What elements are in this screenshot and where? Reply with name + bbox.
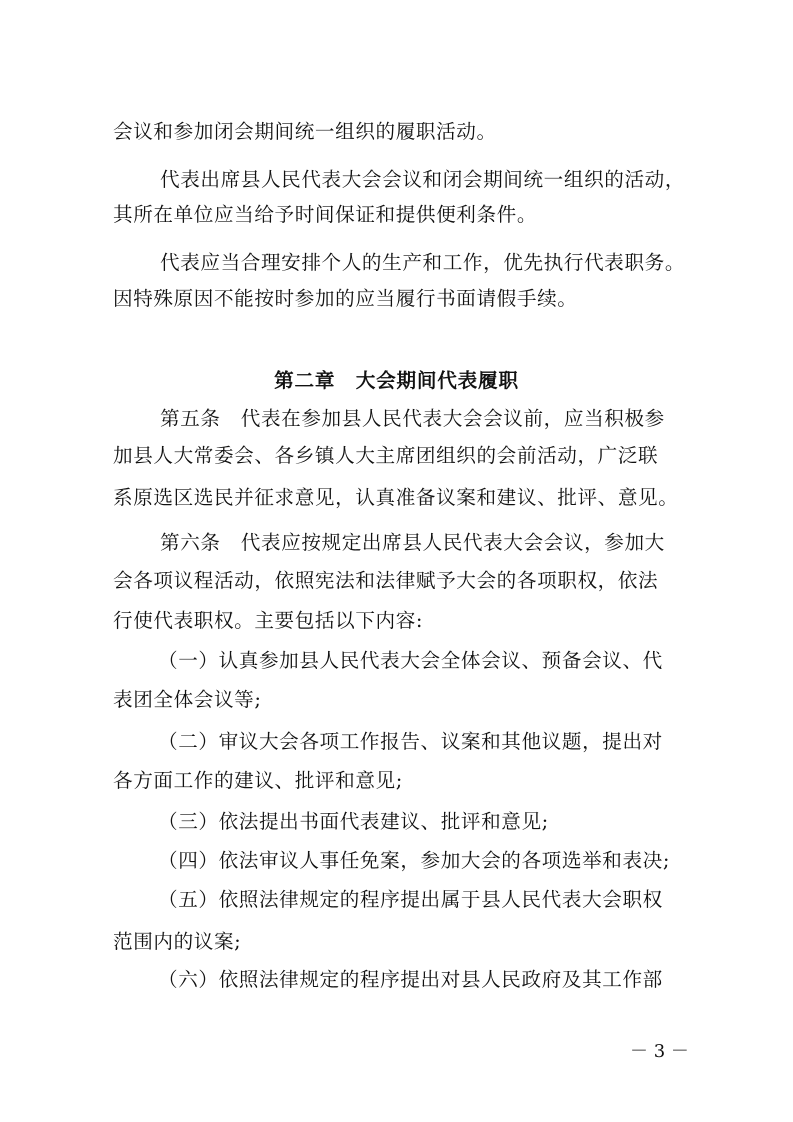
list-item: （四）依法审议人事任免案，参加大会的各项选举和表决; — [158, 849, 671, 872]
chapter-title: 第二章 大会期间代表履职 — [274, 369, 519, 392]
list-item-continuation: 范围内的议案; — [113, 930, 242, 953]
paragraph-line: 系原选区选民并征求意见，认真准备议案和建议、批评、意见。 — [113, 486, 679, 509]
list-item-continuation: 各方面工作的建议、批评和意见; — [113, 769, 403, 792]
paragraph-line: 其所在单位应当给予时间保证和提供便利条件。 — [113, 203, 538, 226]
list-item: （三）依法提出书面代表建议、批评和意见; — [158, 810, 549, 833]
list-item: （六）依照法律规定的程序提出对县人民政府及其工作部 — [158, 968, 663, 991]
paragraph-line: 第五条 代表在参加县人民代表大会会议前，应当积极参 — [160, 407, 665, 430]
paragraph-line: 加县人大常委会、各乡镇人大主席团组织的会前活动，广泛联 — [113, 444, 659, 467]
list-item: （一）认真参加县人民代表大会全体会议、预备会议、代 — [158, 649, 663, 672]
paragraph-line: 行使代表职权。主要包括以下内容: — [113, 609, 424, 632]
list-item: （五）依照法律规定的程序提出属于县人民代表大会职权 — [158, 888, 663, 911]
paragraph-line: 第六条 代表应按规定出席县人民代表大会会议，参加大 — [160, 531, 665, 554]
paragraph-line: 因特殊原因不能按时参加的应当履行书面请假手续。 — [113, 287, 578, 310]
list-item: （二）审议大会各项工作报告、议案和其他议题，提出对 — [158, 730, 663, 753]
paragraph-line: 代表应当合理安排个人的生产和工作，优先执行代表职务。 — [160, 251, 686, 274]
paragraph-line: 会议和参加闭会期间统一组织的履职活动。 — [113, 120, 497, 143]
page-number: － 3 － — [630, 1041, 689, 1062]
list-item-continuation: 表团全体会议等; — [113, 688, 262, 711]
paragraph-line: 会各项议程活动，依照宪法和法律赋予大会的各项职权，依法 — [113, 569, 659, 592]
paragraph-line: 代表出席县人民代表大会会议和闭会期间统一组织的活动， — [160, 168, 686, 191]
